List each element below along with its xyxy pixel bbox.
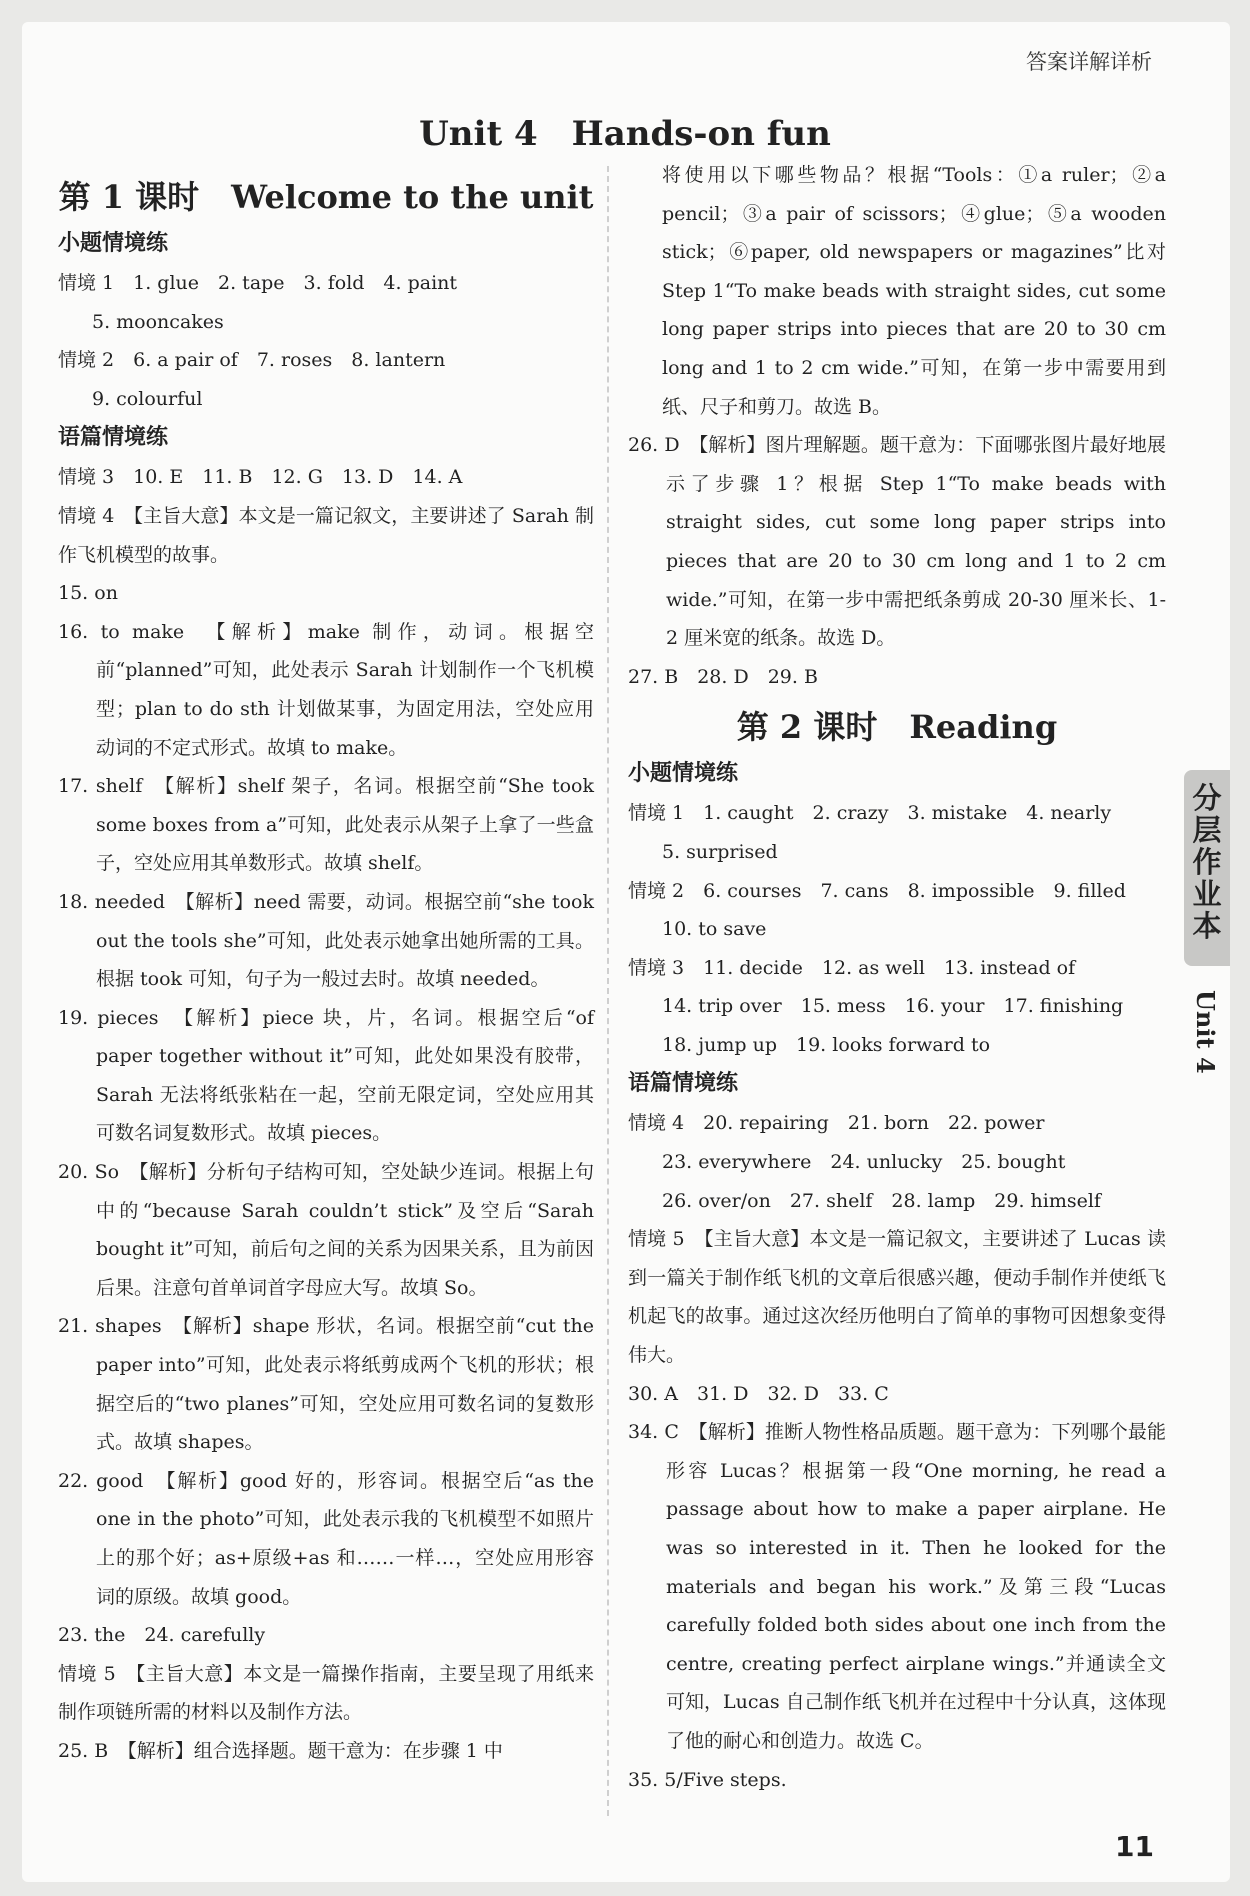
left-column xyxy=(58,166,594,1771)
answer-paragraph: 17. shelf 【解析】shelf 架子，名词。根据空前“She took some boxes from a”可知，此处表示从架子上拿了一些盒子，空处应用其单数形式。故填 shelf。 xyxy=(58,775,594,875)
answer-line: 5. surprised xyxy=(662,840,778,863)
side-tab-unit-text: Unit 4 xyxy=(1191,990,1220,1074)
answer-line: 15. on xyxy=(58,582,118,605)
column-divider xyxy=(607,166,609,1816)
answer-line: 情境 1 1. caught 2. crazy 3. mistake 4. nearly xyxy=(628,802,1112,825)
answer-line: 35. 5/Five steps. xyxy=(628,1768,787,1791)
answer-line: 9. colourful xyxy=(92,387,203,410)
answer-paragraph: 情境 5 【主旨大意】本文是一篇操作指南，主要呈现了用纸来制作项链所需的材料以及制作方法。 xyxy=(58,1662,594,1724)
side-tab-label: 分层作业本 xyxy=(1192,781,1222,943)
answer-line: 情境 3 11. decide 12. as well 13. instead of xyxy=(628,956,1076,979)
section-heading-passage: 语篇情境练 xyxy=(58,425,169,451)
answer-paragraph: 19. pieces 【解析】piece 块，片，名词。根据空后“of paper together without it”可知，此处如果没有胶带，Sarah 无法将纸张粘在一起，空前无限定词，空处应用其可数名词复数形式。故填 pieces。 xyxy=(58,1006,594,1145)
answer-line: 5. mooncakes xyxy=(92,310,224,333)
answer-line: 30. A 31. D 32. D 33. C xyxy=(628,1382,889,1405)
answer-line: 情境 1 1. glue 2. tape 3. fold 4. paint xyxy=(58,272,458,294)
answer-line: 14. trip over 15. mess 16. your 17. finishing xyxy=(662,995,1124,1018)
answer-line: 18. jump up 19. looks forward to xyxy=(662,1033,991,1056)
side-tab xyxy=(1184,770,1230,966)
unit-title: Unit 4 Hands-on fun xyxy=(419,114,831,154)
header-label: 答案详解详析 xyxy=(1026,50,1152,74)
lesson-1-title: 第 1 课时 Welcome to the unit xyxy=(58,178,594,216)
answer-line: 25. B 【解析】组合选择题。题干意为：在步骤 1 中 xyxy=(58,1739,503,1762)
answer-line: 23. everywhere 24. unlucky 25. bought xyxy=(662,1151,1066,1174)
answer-paragraph: 22. good 【解析】good 好的，形容词。根据空后“as the one in the photo”可知，此处表示我的飞机模型不如照片上的那个好；as+原级+as 和……一样…，空处应用形容词的原级。故填 good。 xyxy=(58,1469,594,1608)
answer-paragraph: 情境 4 【主旨大意】本文是一篇记叙文，主要讲述了 Sarah 制作飞机模型的故事。 xyxy=(58,504,594,566)
side-tab-unit xyxy=(1186,990,1230,1100)
section-heading-short: 小题情境练 xyxy=(58,231,169,256)
answer-line: 情境 2 6. courses 7. cans 8. impossible 9. filled xyxy=(628,879,1126,902)
answer-paragraph: 20. So 【解析】分析句子结构可知，空处缺少连词。根据上句中的“because Sarah couldn’t stick”及空后“Sarah bought it”可知，前后句之间的关系为因果关系，且为前因后果。注意句首单词首字母应大写。故填 So。 xyxy=(58,1161,594,1299)
lesson-2-title: 第 2 课时 Reading xyxy=(736,708,1058,747)
answer-line: 情境 4 20. repairing 21. born 22. power xyxy=(628,1112,1045,1135)
answer-line: 23. the 24. carefully xyxy=(58,1624,266,1647)
right-column xyxy=(628,156,1166,1799)
section-heading-passage: 语篇情境练 xyxy=(628,1071,739,1097)
page-number: 11 xyxy=(1115,1830,1154,1863)
answer-paragraph: 情境 5 【主旨大意】本文是一篇记叙文，主要讲述了 Lucas 读到一篇关于制作纸飞机的文章后很感兴趣，便动手制作并使纸飞机起飞的故事。通过这次经历他明白了简单的事物可因想象变得伟大。 xyxy=(628,1228,1166,1367)
answer-line: 27. B 28. D 29. B xyxy=(628,665,818,688)
answer-line: 26. over/on 27. shelf 28. lamp 29. himself xyxy=(662,1189,1101,1212)
answer-line: 情境 2 6. a pair of 7. roses 8. lantern xyxy=(58,349,446,372)
answer-paragraph: 16. to make 【解析】make 制作，动词。根据空前“planned”可知，此处表示 Sarah 计划制作一个飞机模型；plan to do sth 计划做某事，为固定用法，空处应用动词的不定式形式。故填 to make。 xyxy=(58,620,594,759)
answer-line: 10. to save xyxy=(662,918,767,941)
answer-paragraph: 18. needed 【解析】need 需要，动词。根据空前“she took out the tools she”可知，此处表示她拿出她所需的工具。根据 took 可知，句子为一般过去时。故填 needed。 xyxy=(58,890,594,991)
answer-paragraph: 26. D 【解析】图片理解题。题干意为：下面哪张图片最好地展示了步骤 1？根据 Step 1“To make beads with straight sides, cut some long paper strips into pieces that are 20 to 30 cm long and 1 to 2 cm wide.”可知，在第一步中需把纸条剪成 20-30 厘米长、1-2 厘米宽的纸条。故选 D。 xyxy=(628,434,1166,650)
answer-line: 情境 3 10. E 11. B 12. G 13. D 14. A xyxy=(58,466,463,489)
answer-paragraph: 将使用以下哪些物品？根据“Tools：①a ruler；②a pencil；③a pair of scissors；④glue；⑤a wooden stick；⑥paper, old newspapers or magazines”比对 Step 1“To make beads with straight sides, cut some long paper strips into pieces that are 20 to 30 cm long and 1 to 2 cm wide.”可知，在第一步中需要用到纸、尺子和剪刀。故选 B。 xyxy=(662,164,1166,418)
section-heading-short: 小题情境练 xyxy=(628,761,739,787)
answer-paragraph: 34. C 【解析】推断人物性格品质题。题干意为：下列哪个最能形容 Lucas？根据第一段“One morning, he read a passage about how to make a paper airplane. He was so interested in it. Then he looked for the materials and began his work.”及第三段“Lucas carefully folded both sides about one inch from the centre, creating perfect airplane wings.”并通读全文可知，Lucas 自己制作纸飞机并在过程中十分认真，这体现了他的耐心和创造力。故选 C。 xyxy=(628,1421,1166,1752)
answer-paragraph: 21. shapes 【解析】shape 形状，名词。根据空前“cut the paper into”可知，此处表示将纸剪成两个飞机的形状；根据空后的“two planes”可知，空处应用可数名词的复数形式。故填 shapes。 xyxy=(58,1315,594,1454)
